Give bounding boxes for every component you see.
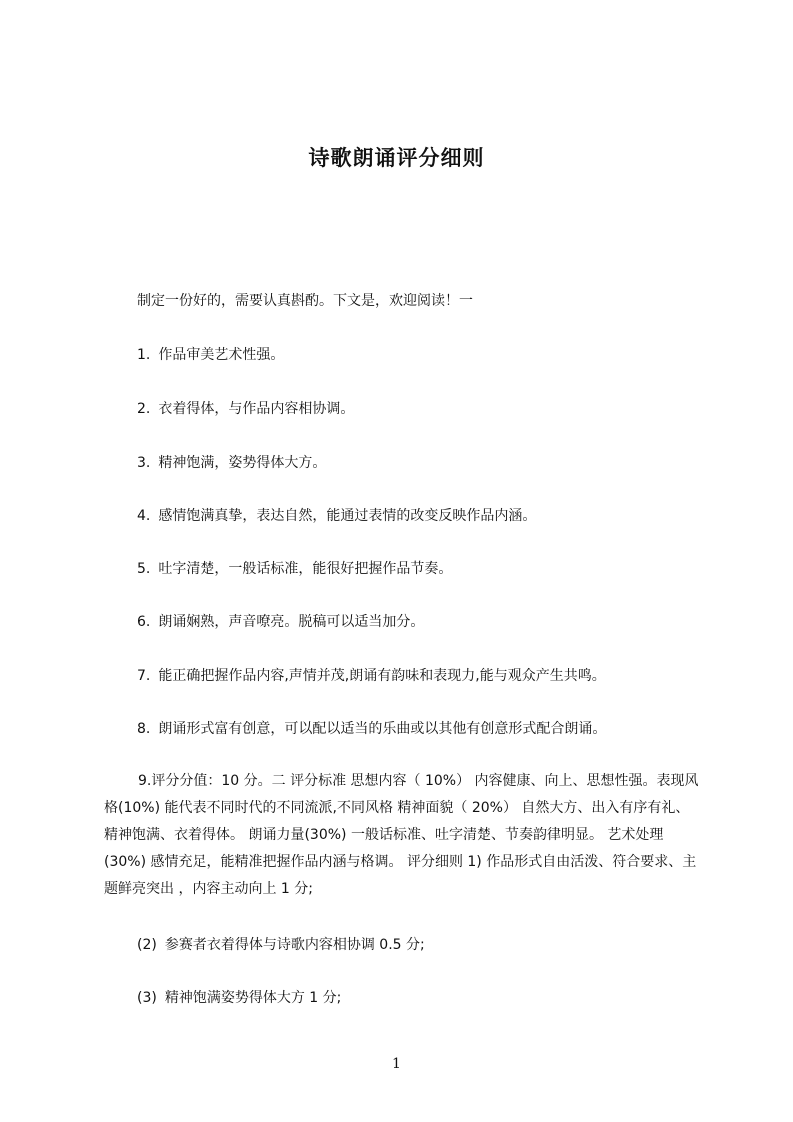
scoring-paragraph-text: 9.评分分值：10 分。二 评分标准 思想内容（ 10%） 内容健康、向上、思想性强。表现风格(10%) 能代表不同时代的不同流派,不同风格 精神面貌（ 20%） 自然大方、出入有序有礼、精神饱满、衣着得体。 朗诵力量(30%) 一般话标准、吐字清楚、节奏韵律明显。 艺术处理(30%) 感情充足，能精准把握作品内涵与格调。 评分细则 1) 作品形式自由活泼、符合要求、主题鲜亮突出 ，内容主动向上 1 分; [104,773,699,897]
item-number: 7. [137,668,151,684]
list-item [137,398,354,418]
item-text: 感情饱满真挚，表达自然，能通过表情的改变反映作品内涵。 [158,508,537,524]
list-item [137,505,536,525]
item-number: 8. [137,721,151,737]
page-title: 诗歌朗诵评分细则 [308,146,485,170]
item-text: 精神饱满，姿势得体大方。 [158,455,327,471]
list-item [137,558,452,578]
item-text: 吐字清楚，一般话标准，能很好把握作品节奏。 [158,561,453,577]
item-text: 朗诵娴熟，声音嘹亮。脱稿可以适当加分。 [158,614,425,630]
list-item [137,718,606,738]
item-text: 作品审美艺术性强。 [158,347,285,363]
sub-item-text: 精神饱满姿势得体大方 1 分; [164,990,342,1006]
page-number: 1 [392,1056,401,1072]
item-number: 4. [137,508,151,524]
sub-item-text: 参赛者衣着得体与诗歌内容相协调 0.5 分; [164,937,425,953]
list-item [137,611,424,631]
sub-item-number: (2) [137,937,157,953]
item-text: 衣着得体，与作品内容相协调。 [158,401,355,417]
intro-line: 制定一份好的，需要认真斟酌。下文是，欢迎阅读！一 [137,293,473,309]
item-number: 5. [137,561,151,577]
item-number: 6. [137,614,151,630]
sub-item [137,934,425,954]
scoring-paragraph [104,768,700,903]
sub-item [137,987,341,1007]
sub-item-number: (3) [137,990,157,1006]
item-text: 能正确把握作品内容,声情并茂,朗诵有韵味和表现力,能与观众产生共鸣。 [158,668,606,684]
list-item [137,452,326,472]
item-number: 1. [137,347,151,363]
item-number: 2. [137,401,151,417]
item-number: 3. [137,455,151,471]
list-item [137,344,284,364]
item-text: 朗诵形式富有创意，可以配以适当的乐曲或以其他有创意形式配合朗诵。 [158,721,607,737]
list-item [137,665,606,685]
